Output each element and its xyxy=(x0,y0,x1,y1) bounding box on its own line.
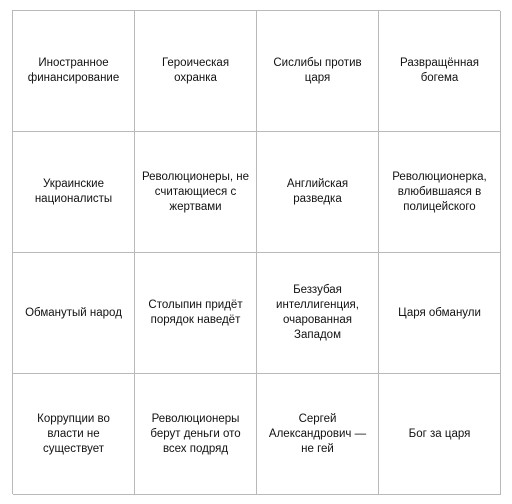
bingo-cell xyxy=(13,374,135,495)
bingo-cell-text: Английская разведка xyxy=(286,178,349,205)
bingo-cell xyxy=(13,253,135,374)
bingo-cell xyxy=(379,253,501,374)
bingo-cell-text: Коррупции во власти не существует xyxy=(37,412,110,455)
bingo-cell xyxy=(13,11,135,132)
bingo-cell xyxy=(379,11,501,132)
bingo-cell xyxy=(135,374,257,495)
bingo-cell xyxy=(135,253,257,374)
bingo-cell xyxy=(13,132,135,253)
bingo-cell xyxy=(257,374,379,495)
bingo-cell-text: Беззубая интеллигенция, очарованная Западом xyxy=(276,284,359,341)
bingo-cell-text: Сислибы против царя xyxy=(273,57,362,84)
bingo-cell-text: Развращённая богема xyxy=(400,57,479,84)
bingo-cell xyxy=(135,132,257,253)
bingo-cell xyxy=(257,132,379,253)
bingo-cell-text: Украинские националисты xyxy=(34,178,113,205)
bingo-cell-text: Героическая охранка xyxy=(161,57,230,84)
bingo-cell-text: Революционерка, влюбившаяся в полицейского xyxy=(392,170,487,213)
bingo-cell xyxy=(257,11,379,132)
bingo-cell-text: Иностранное финансирование xyxy=(27,57,120,84)
bingo-cell-text: Революционеры, не считающиеся с жертвами xyxy=(142,170,249,213)
bingo-cell-text: Царя обманули xyxy=(398,306,481,319)
bingo-cell-text: Революционеры берут деньги ото всех подряд xyxy=(150,412,241,455)
bingo-cell-text: Бог за царя xyxy=(408,427,471,440)
bingo-cell xyxy=(257,253,379,374)
bingo-cell xyxy=(379,132,501,253)
bingo-cell xyxy=(379,374,501,495)
bingo-grid xyxy=(12,10,500,494)
bingo-cell-text: Обманутый народ xyxy=(25,306,122,319)
bingo-cell xyxy=(135,11,257,132)
bingo-cell-text: Столыпин придёт порядок наведёт xyxy=(148,299,243,326)
bingo-cell-text: Сергей Александрович — не гей xyxy=(268,412,367,455)
